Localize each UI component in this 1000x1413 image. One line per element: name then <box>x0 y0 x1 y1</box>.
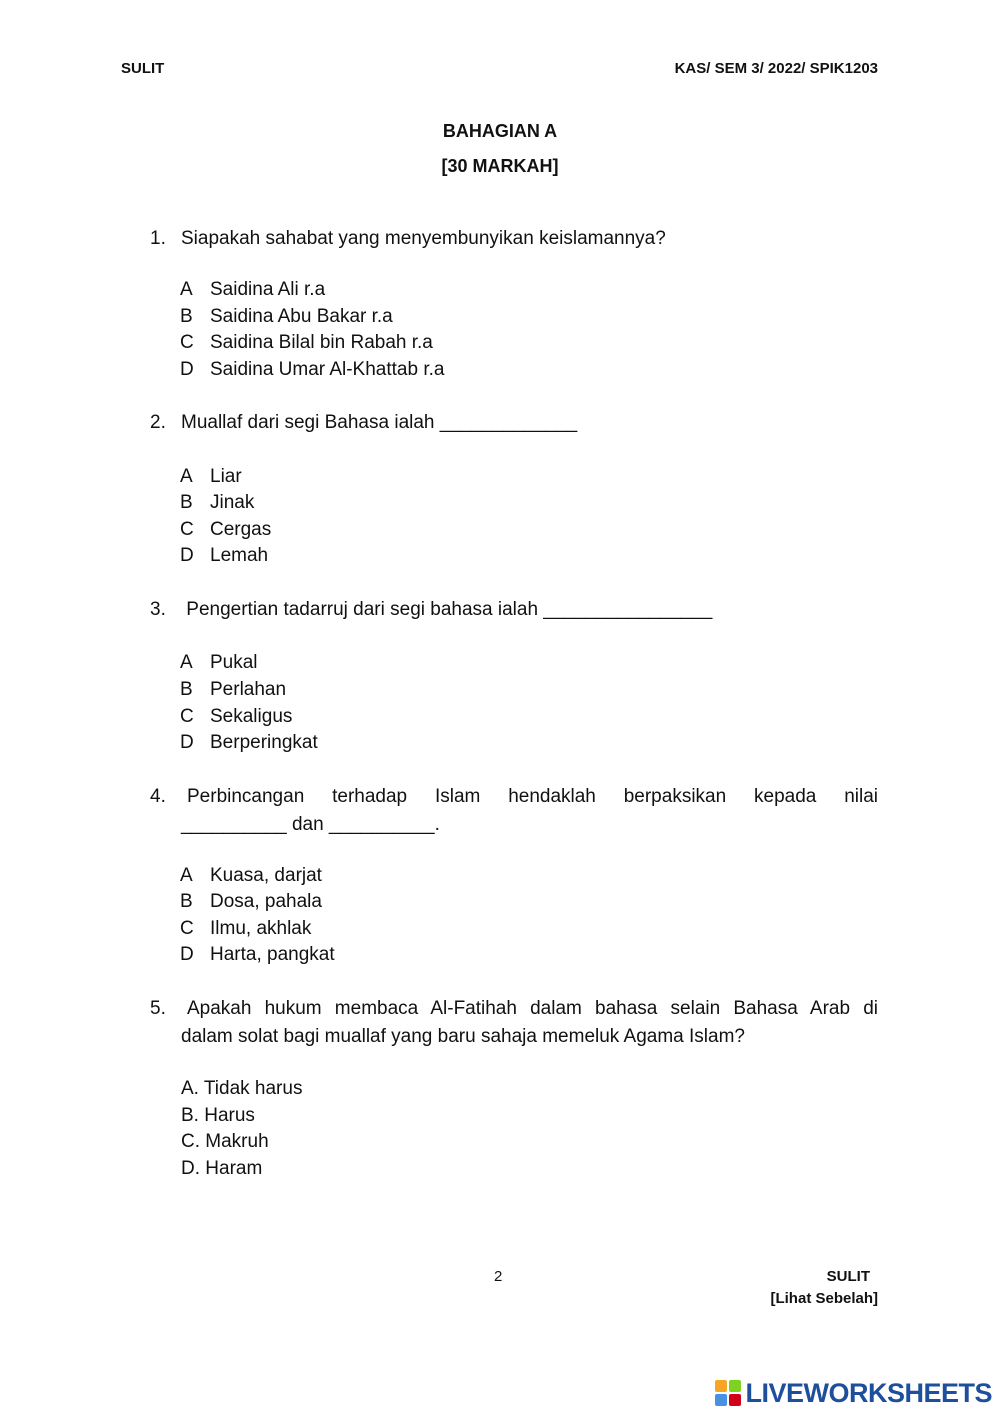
option-text: Harta, pangkat <box>210 944 335 965</box>
question-text-line-2: __________ dan __________. <box>181 814 440 835</box>
option-text: Saidina Bilal bin Rabah r.a <box>210 332 433 353</box>
option-letter: D <box>180 944 194 965</box>
option-text: C. Makruh <box>181 1131 269 1152</box>
option-letter: C <box>180 519 194 540</box>
option-text: Liar <box>210 466 242 487</box>
question-number: 5. <box>150 998 166 1019</box>
option-text: Sekaligus <box>210 706 293 727</box>
option-text: A. Tidak harus <box>181 1078 303 1099</box>
option-text: Saidina Ali r.a <box>210 279 326 300</box>
option-letter: D <box>180 732 194 753</box>
option-letter: A <box>180 652 193 673</box>
question-4 <box>0 783 1000 839</box>
brand-mark-tile <box>729 1380 741 1392</box>
footer-next-page: [Lihat Sebelah] <box>770 1290 878 1307</box>
header-classification: SULIT <box>121 60 165 77</box>
option-letter: D <box>180 545 194 566</box>
option-text: Cergas <box>210 519 272 540</box>
question-text: Siapakah sahabat yang menyembunyikan keislamannya? <box>181 228 666 249</box>
option-text: Saidina Umar Al-Khattab r.a <box>210 359 445 380</box>
option-text: Dosa, pahala <box>210 891 322 912</box>
option-text: Lemah <box>210 545 269 566</box>
option-text: Pukal <box>210 652 258 673</box>
question-text: Muallaf dari segi Bahasa ialah _____________ <box>181 412 578 433</box>
question-5 <box>0 995 1000 1051</box>
brand-mark-icon <box>715 1380 741 1406</box>
option-letter: B <box>180 492 193 513</box>
option-letter: B <box>180 306 193 327</box>
question-text-line-1: Apakah hukum membaca Al-Fatihah dalam bahasa selain Bahasa Arab di <box>187 998 878 1019</box>
question-number: 4. <box>150 786 166 807</box>
option-letter: B <box>180 891 193 912</box>
option-letter: A <box>180 865 193 886</box>
option-text: Ilmu, akhlak <box>210 918 312 939</box>
option-text: D. Haram <box>181 1158 263 1179</box>
brand-mark-tile <box>715 1394 727 1406</box>
question-number: 1. <box>150 228 166 249</box>
question-text-line-2: dalam solat bagi muallaf yang baru sahaja memeluk Agama Islam? <box>181 1026 745 1047</box>
brand-name: LIVEWORKSHEETS <box>745 1377 992 1408</box>
question-text: Pengertian tadarruj dari segi bahasa ialah ________________ <box>181 599 713 620</box>
option-text: Perlahan <box>210 679 287 700</box>
page-number: 2 <box>494 1268 503 1285</box>
option-text: Jinak <box>210 492 255 513</box>
option-letter: C <box>180 918 194 939</box>
question-text-line-1: Perbincangan terhadap Islam hendaklah berpaksikan kepada nilai <box>187 786 878 807</box>
question-1 <box>0 225 1000 253</box>
section-marks: [30 MARKAH] <box>441 156 559 176</box>
option-letter: C <box>180 332 194 353</box>
header-exam-code: KAS/ SEM 3/ 2022/ SPIK1203 <box>674 60 878 77</box>
option-text: B. Harus <box>181 1105 255 1126</box>
option-letter: D <box>180 359 194 380</box>
question-3 <box>0 596 1000 624</box>
brand-mark-tile <box>729 1394 741 1406</box>
option-text: Berperingkat <box>210 732 318 753</box>
option-letter: B <box>180 679 193 700</box>
footer-classification: SULIT <box>826 1268 870 1285</box>
option-text: Kuasa, darjat <box>210 865 322 886</box>
option-letter: A <box>180 279 193 300</box>
question-number: 2. <box>150 412 166 433</box>
question-number: 3. <box>150 599 166 620</box>
option-letter: C <box>180 706 194 727</box>
brand-mark-tile <box>715 1380 727 1392</box>
option-letter: A <box>180 466 193 487</box>
liveworksheets-logo[interactable] <box>715 1378 992 1408</box>
option-text: Saidina Abu Bakar r.a <box>210 306 393 327</box>
section-title: BAHAGIAN A <box>442 121 558 141</box>
question-2 <box>0 409 1000 437</box>
